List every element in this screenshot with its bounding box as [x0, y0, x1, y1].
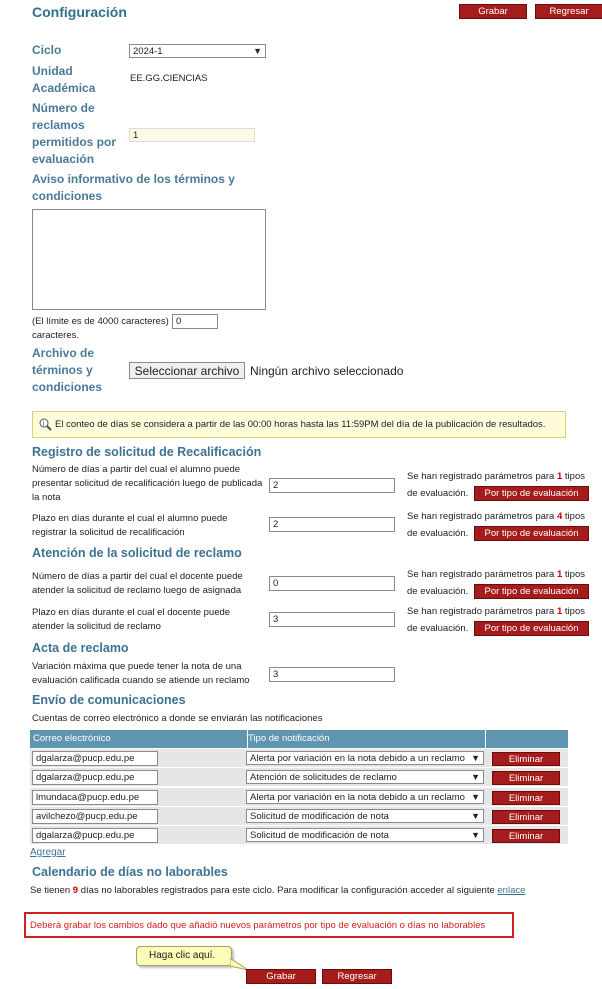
- file-status: Ningún archivo seleccionado: [250, 364, 404, 378]
- section-recalificacion: Registro de solicitud de Recalificación: [32, 445, 262, 459]
- email-input[interactable]: dgalarza@pucp.edu.pe: [32, 828, 158, 843]
- section-envio: Envío de comunicaciones: [32, 693, 186, 707]
- email-input[interactable]: lmundaca@pucp.edu.pe: [32, 790, 158, 805]
- param-note-3: Se han registrado parámetros para 1 tipos de evaluación.: [407, 569, 585, 597]
- ciclo-value: 2024-1: [133, 46, 163, 57]
- table-row: [30, 788, 568, 806]
- table-row: [30, 826, 568, 844]
- archivo-label: Archivo de términos y condiciones: [32, 346, 103, 394]
- tipo-select[interactable]: Solicitud de modificación de nota ▼: [246, 828, 484, 842]
- save-button-top[interactable]: Grabar: [459, 4, 527, 19]
- reclamos-label: Número de reclamos permitidos por evaluación: [32, 101, 117, 166]
- info-box: [32, 411, 566, 438]
- ciclo-label: Ciclo: [32, 43, 62, 57]
- param-desc-3: Número de días a partir del cual el docente puede atender la solicitud de reclamo luego de asignada: [32, 571, 243, 596]
- por-tipo-button-1[interactable]: Por tipo de evaluación: [474, 486, 589, 501]
- table-row: [30, 768, 568, 786]
- col-email: Correo electrónico: [33, 733, 111, 744]
- param-input-1[interactable]: 2: [269, 478, 395, 493]
- table-row: [30, 807, 568, 825]
- page-title: Configuración: [32, 4, 127, 20]
- select-file-button[interactable]: Seleccionar archivo: [129, 362, 245, 379]
- param-desc-4: Plazo en días durante el cual el docente puede atender la solicitud de reclamo: [32, 607, 231, 632]
- chevron-down-icon: ▼: [471, 772, 480, 782]
- back-button-top[interactable]: Regresar: [535, 4, 602, 19]
- ciclo-select[interactable]: [129, 44, 266, 58]
- limit-suffix: caracteres.: [32, 330, 79, 341]
- warning-box: [24, 912, 514, 938]
- tooltip: [136, 946, 232, 966]
- table-row: [30, 749, 568, 767]
- section-atencion: Atención de la solicitud de reclamo: [32, 546, 242, 560]
- limit-text: (El límite es de 4000 caracteres): [32, 316, 169, 327]
- param-desc-5: Variación máxima que puede tener la nota de una evaluación calificada cuando se atiende un reclamo: [32, 661, 250, 686]
- mail-intro: Cuentas de correo electrónico a donde se enviarán las notificaciones: [32, 713, 323, 724]
- param-desc-2: Plazo en días durante el cual el alumno puede registrar la solicitud de recalificación: [32, 513, 228, 538]
- warning-text: Deberá grabar los cambios dado que añadió nuevos parámetros por tipo de evaluación o días no laborables: [30, 920, 486, 931]
- section-calendario: Calendario de días no laborables: [32, 865, 228, 879]
- param-input-5[interactable]: 3: [269, 667, 395, 682]
- info-text: El conteo de días se considera a partir de las 00:00 horas hasta las 11:59PM del día de la publicación de resultados.: [55, 419, 546, 430]
- eliminar-button[interactable]: Eliminar: [492, 791, 560, 805]
- enlace-link[interactable]: enlace: [497, 885, 526, 896]
- limit-count: 0: [172, 314, 218, 329]
- por-tipo-button-4[interactable]: Por tipo de evaluación: [474, 621, 589, 636]
- tipo-select[interactable]: Atención de solicitudes de reclamo ▼: [246, 770, 484, 784]
- eliminar-button[interactable]: Eliminar: [492, 829, 560, 843]
- chevron-down-icon: ▼: [471, 753, 480, 763]
- eliminar-button[interactable]: Eliminar: [492, 752, 560, 766]
- email-input[interactable]: dgalarza@pucp.edu.pe: [32, 751, 158, 766]
- unidad-value: EE.GG.CIENCIAS: [130, 73, 208, 84]
- magnifier-info-icon: [39, 418, 52, 436]
- param-note-1: Se han registrado parámetros para 1 tipos de evaluación.: [407, 471, 585, 499]
- email-input[interactable]: dgalarza@pucp.edu.pe: [32, 770, 158, 785]
- eliminar-button[interactable]: Eliminar: [492, 771, 560, 785]
- calendar-text: Se tienen 9 días no laborables registrados para este ciclo. Para modificar la configuración acceder al siguiente enlace: [30, 885, 526, 896]
- por-tipo-button-3[interactable]: Por tipo de evaluación: [474, 584, 589, 599]
- tipo-select[interactable]: Alerta por variación en la nota debido a un reclamo ▼: [246, 790, 484, 804]
- param-input-4[interactable]: 3: [269, 612, 395, 627]
- chevron-down-icon: ▼: [471, 830, 480, 840]
- tooltip-text: Haga clic aquí.: [149, 950, 216, 961]
- email-input[interactable]: avilchezo@pucp.edu.pe: [32, 809, 158, 824]
- svg-text:i: i: [42, 421, 45, 428]
- tipo-select[interactable]: Alerta por variación en la nota debido a un reclamo ▼: [246, 751, 484, 765]
- col-tipo: Tipo de notificación: [248, 733, 330, 744]
- chevron-down-icon: ▼: [471, 811, 480, 821]
- chevron-down-icon: ▼: [253, 46, 262, 56]
- add-link[interactable]: Agregar: [30, 847, 66, 858]
- back-button-bottom[interactable]: Regresar: [322, 969, 392, 984]
- section-acta: Acta de reclamo: [32, 641, 129, 655]
- mail-table-header: [30, 730, 568, 748]
- eliminar-button[interactable]: Eliminar: [492, 810, 560, 824]
- unidad-label: Unidad Académica: [32, 64, 96, 95]
- param-desc-1: Número de días a partir del cual el alumno puede presentar solicitud de recalificación luego de publicada la nota: [32, 464, 263, 503]
- aviso-label: Aviso informativo de los términos y condiciones: [32, 172, 235, 203]
- mail-table: [30, 730, 568, 748]
- tipo-select[interactable]: Solicitud de modificación de nota ▼: [246, 809, 484, 823]
- param-note-4: Se han registrado parámetros para 1 tipos de evaluación.: [407, 606, 585, 634]
- por-tipo-button-2[interactable]: Por tipo de evaluación: [474, 526, 589, 541]
- param-input-3[interactable]: 0: [269, 576, 395, 591]
- aviso-textarea[interactable]: [32, 209, 266, 310]
- reclamos-input[interactable]: 1: [129, 128, 255, 142]
- param-input-2[interactable]: 2: [269, 517, 395, 532]
- chevron-down-icon: ▼: [471, 792, 480, 802]
- save-button-bottom[interactable]: Grabar: [246, 969, 316, 984]
- param-note-2: Se han registrado parámetros para 4 tipos de evaluación.: [407, 511, 585, 539]
